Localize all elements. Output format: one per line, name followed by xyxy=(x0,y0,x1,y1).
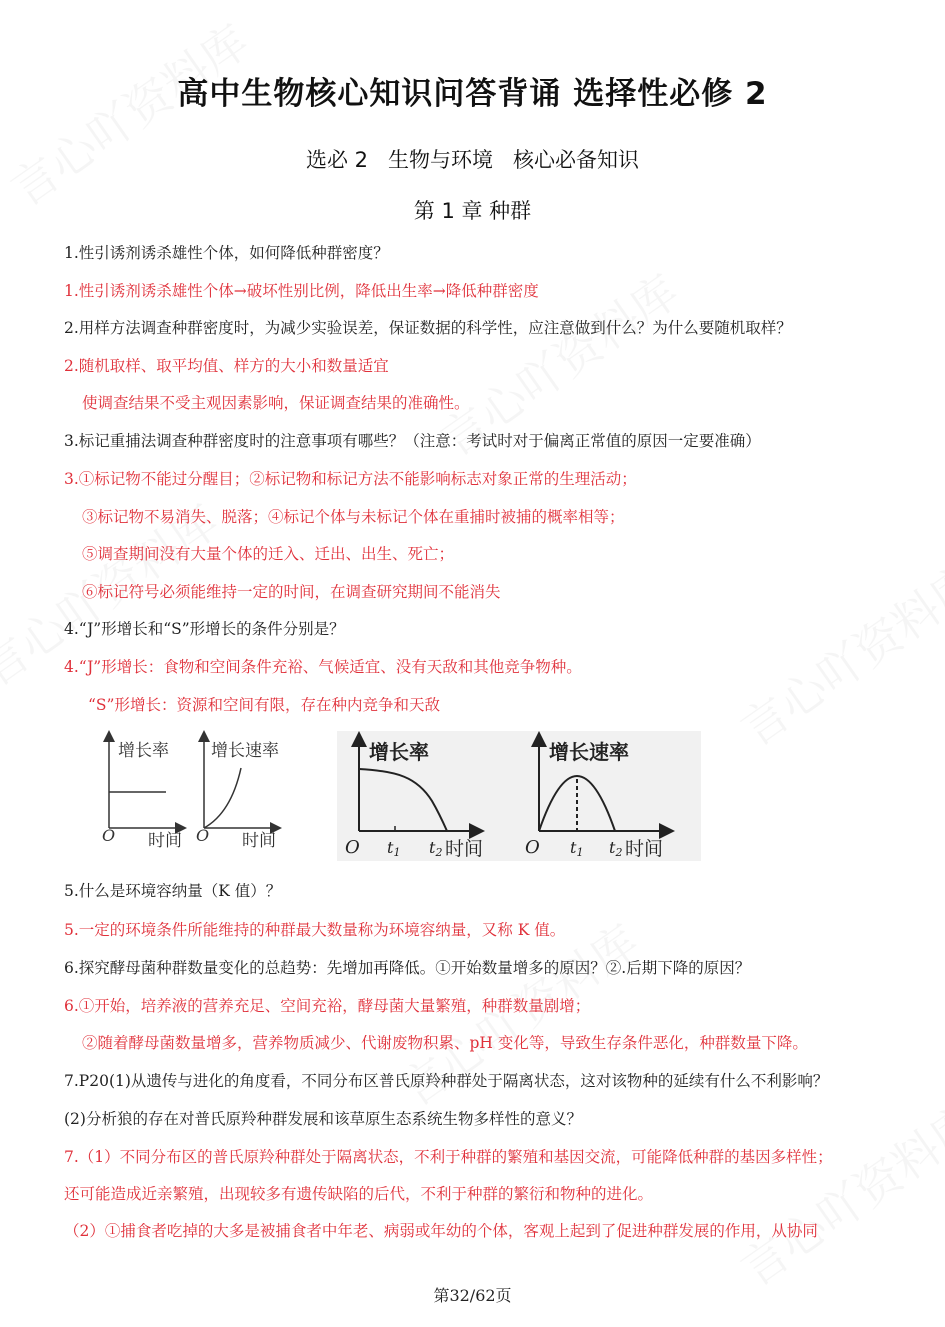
question-text: 5.什么是环境容纳量（K 值）？ xyxy=(64,882,282,900)
j-growth-rate-panel xyxy=(102,736,182,851)
question-text: 2.用样方法调查种群密度时，为减少实验误差，保证数据的科学性，应注意做到什么？为什么要随机取样？ xyxy=(64,319,792,337)
question-text: 1.性引诱剂诱杀雄性个体，如何降低种群密度？ xyxy=(64,244,389,262)
section-subtitle: 选必 2 生物与环境 核心必备知识 xyxy=(305,148,640,172)
svg-text:时间: 时间 xyxy=(242,831,276,851)
question-text: 4.“J”形增长和“S”形增长的条件分别是？ xyxy=(64,620,345,638)
svg-text:O: O xyxy=(525,837,540,858)
answer-text: ②随着酵母菌数量增多，营养物质减少、代谢废物积累、pH 变化等，导致生存条件恶化，种群数量下降。 xyxy=(82,1034,808,1052)
svg-text:t1: t1 xyxy=(387,838,401,859)
j-growth-speed-panel xyxy=(196,736,279,851)
answer-text: 3.①标记物不能过分醒目；②标记物和标记方法不能影响标志对象正常的生理活动； xyxy=(64,470,637,488)
page-number: 第32/62页 xyxy=(433,1286,512,1305)
answer-text: ⑥标记符号必须能维持一定的时间，在调查研究期间不能消失 xyxy=(82,583,501,601)
answer-text: 6.①开始，培养液的营养充足、空间充裕，酵母菌大量繁殖，种群数量剧增； xyxy=(64,997,591,1015)
svg-text:O: O xyxy=(102,826,116,845)
answer-text: “S”形增长：资源和空间有限，存在种内竞争和天敌 xyxy=(88,696,440,714)
svg-text:t2: t2 xyxy=(609,838,623,859)
watermark xyxy=(0,7,260,219)
svg-text:增长速率: 增长速率 xyxy=(211,741,279,761)
svg-text:O: O xyxy=(345,837,360,858)
svg-text:时间: 时间 xyxy=(625,838,664,860)
answer-text: ③标记物不易消失、脱落；④标记个体与未标记个体在重捕时被捕的概率相等； xyxy=(82,508,625,526)
document-title: 高中生物核心知识问答背诵 选择性必修 2 xyxy=(177,76,768,112)
question-text: 3.标记重捕法调查种群密度时的注意事项有哪些？（注意：考试时对于偏离正常值的原因一定要准确） xyxy=(64,432,761,450)
s-growth-speed-panel xyxy=(525,739,667,860)
s-growth-rate-panel xyxy=(345,739,483,860)
question-text: 7.P20(1)从遗传与进化的角度看，不同分布区普氏原羚种群处于隔离状态，这对该物种的延续有什么不利影响？ xyxy=(64,1072,829,1090)
answer-text: 5.一定的环境条件所能维持的种群最大数量称为环境容纳量，又称 K 值。 xyxy=(64,921,566,939)
svg-text:t1: t1 xyxy=(570,838,584,859)
j-growth-figure xyxy=(96,728,316,858)
s-growth-figure xyxy=(337,731,701,861)
svg-text:时间: 时间 xyxy=(148,831,182,851)
answer-text: 2.随机取样、取平均值、样方的大小和数量适宜 xyxy=(64,357,389,375)
answer-text: 还可能造成近亲繁殖，出现较多有遗传缺陷的后代，不利于种群的繁衍和物种的进化。 xyxy=(64,1185,654,1203)
answer-text: ⑤调查期间没有大量个体的迁入、迁出、出生、死亡； xyxy=(82,545,455,563)
svg-text:t2: t2 xyxy=(429,838,443,859)
svg-text:增长率: 增长率 xyxy=(369,740,429,764)
answer-text: 1.性引诱剂诱杀雄性个体→破坏性别比例，降低出生率→降低种群密度 xyxy=(64,282,539,300)
svg-text:时间: 时间 xyxy=(445,838,484,860)
answer-text: （2）①捕食者吃掉的大多是被捕食者中年老、病弱或年幼的个体，客观上起到了促进种群发展的作用，从协同 xyxy=(64,1222,818,1240)
question-text: (2)分析狼的存在对普氏原羚种群发展和该草原生态系统生物多样性的意义？ xyxy=(64,1110,582,1128)
watermark xyxy=(726,1087,945,1299)
question-text: 6.探究酵母菌种群数量变化的总趋势：先增加再降低。①开始数量增多的原因？②.后期下降的原因？ xyxy=(64,959,751,977)
watermark xyxy=(726,547,945,759)
answer-text: 使调查结果不受主观因素影响，保证调查结果的准确性。 xyxy=(82,394,470,412)
svg-text:增长速率: 增长速率 xyxy=(549,740,629,764)
svg-text:O: O xyxy=(196,826,210,845)
chapter-heading: 第 1 章 种群 xyxy=(413,199,532,223)
answer-text: 7.（1）不同分布区的普氏原羚种群处于隔离状态，不利于种群的繁殖和基因交流，可能降低种群的基因多样性； xyxy=(64,1148,833,1166)
svg-text:增长率: 增长率 xyxy=(118,741,169,761)
answer-text: 4.“J”形增长：食物和空间条件充裕、气候适宜、没有天敌和其他竞争物种。 xyxy=(64,658,582,676)
